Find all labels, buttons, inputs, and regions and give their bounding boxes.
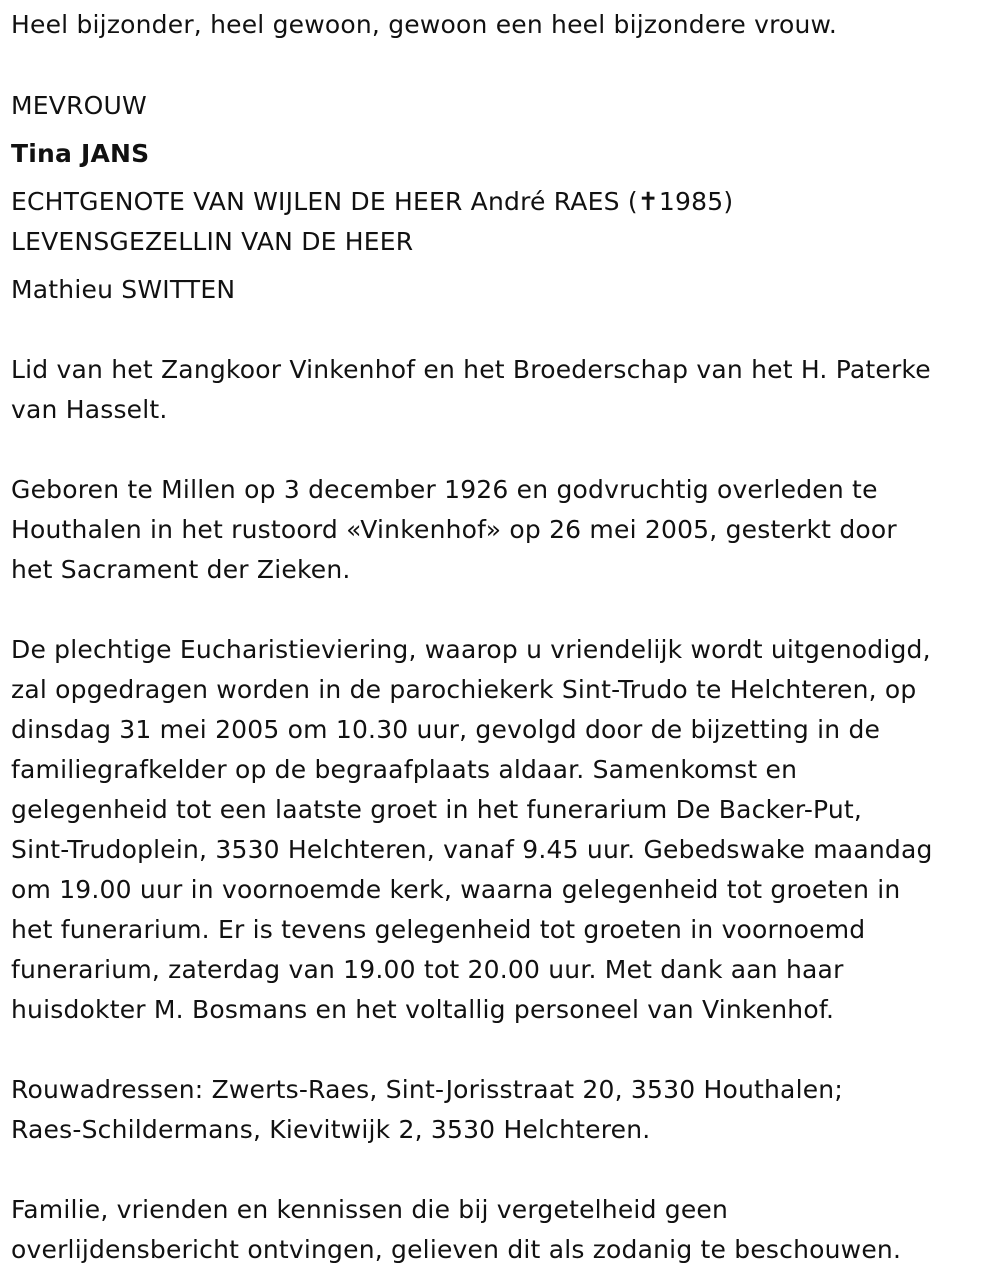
membership-line: van Hasselt. (11, 395, 168, 424)
membership-line: Lid van het Zangkoor Vinkenhof en het Broederschap van het H. Paterke (11, 355, 931, 384)
birth-death-paragraph (11, 470, 986, 590)
ceremony-line: funerarium, zaterdag van 19.00 tot 20.00 uur. Met dank aan haar (11, 955, 844, 984)
closing-line: Familie, vrienden en kennissen die bij vergetelheid geen (11, 1195, 729, 1224)
birth-death-line: Geboren te Millen op 3 december 1926 en godvruchtig overleden te (11, 475, 878, 504)
closing-paragraph (11, 1190, 986, 1270)
addresses-paragraph (11, 1070, 986, 1150)
ceremony-line: het funerarium. Er is tevens gelegenheid tot groeten in voornoemd (11, 915, 866, 944)
ceremony-line: huisdokter M. Bosmans en het voltallig personeel van Vinkenhof. (11, 995, 835, 1024)
ceremony-line: gelegenheid tot een laatste groet in het funerarium De Backer-Put, (11, 795, 863, 824)
closing-line: overlijdensbericht ontvingen, gelieven dit als zodanig te beschouwen. (11, 1235, 902, 1264)
birth-death-line: het Sacrament der Zieken. (11, 555, 351, 584)
ceremony-line: dinsdag 31 mei 2005 om 10.30 uur, gevolgd door de bijzetting in de (11, 715, 881, 744)
ceremony-line: familiegrafkelder op de begraafplaats aldaar. Samenkomst en (11, 755, 798, 784)
ceremony-paragraph (11, 630, 986, 1030)
birth-death-line: Houthalen in het rustoord «Vinkenhof» op 26 mei 2005, gesterkt door (11, 515, 897, 544)
membership-paragraph (11, 350, 986, 430)
ceremony-line: Sint-Trudoplein, 3530 Helchteren, vanaf 9.45 uur. Gebedswake maandag (11, 835, 933, 864)
ceremony-line: om 19.00 uur in voornoemde kerk, waarna gelegenheid tot groeten in (11, 875, 901, 904)
ceremony-line: zal opgedragen worden in de parochiekerk Sint-Trudo te Helchteren, op (11, 675, 917, 704)
address-line: Rouwadressen: Zwerts-Raes, Sint-Jorisstraat 20, 3530 Houthalen; (11, 1075, 843, 1104)
ceremony-line: De plechtige Eucharistieviering, waarop u vriendelijk wordt uitgenodigd, (11, 635, 931, 664)
partner-line: LEVENSGEZELLIN VAN DE HEER (11, 227, 414, 256)
deceased-name: Tina JANS (11, 139, 150, 168)
honorific-title: MEVROUW (11, 91, 147, 120)
spouse-line: ECHTGENOTE VAN WIJLEN DE HEER André RAES (✝1985) (11, 187, 734, 216)
partner-name: Mathieu SWITTEN (11, 275, 236, 304)
motto-line: Heel bijzonder, heel gewoon, gewoon een heel bijzondere vrouw. (11, 10, 838, 39)
address-line: Raes-Schildermans, Kievitwijk 2, 3530 Helchteren. (11, 1115, 651, 1144)
